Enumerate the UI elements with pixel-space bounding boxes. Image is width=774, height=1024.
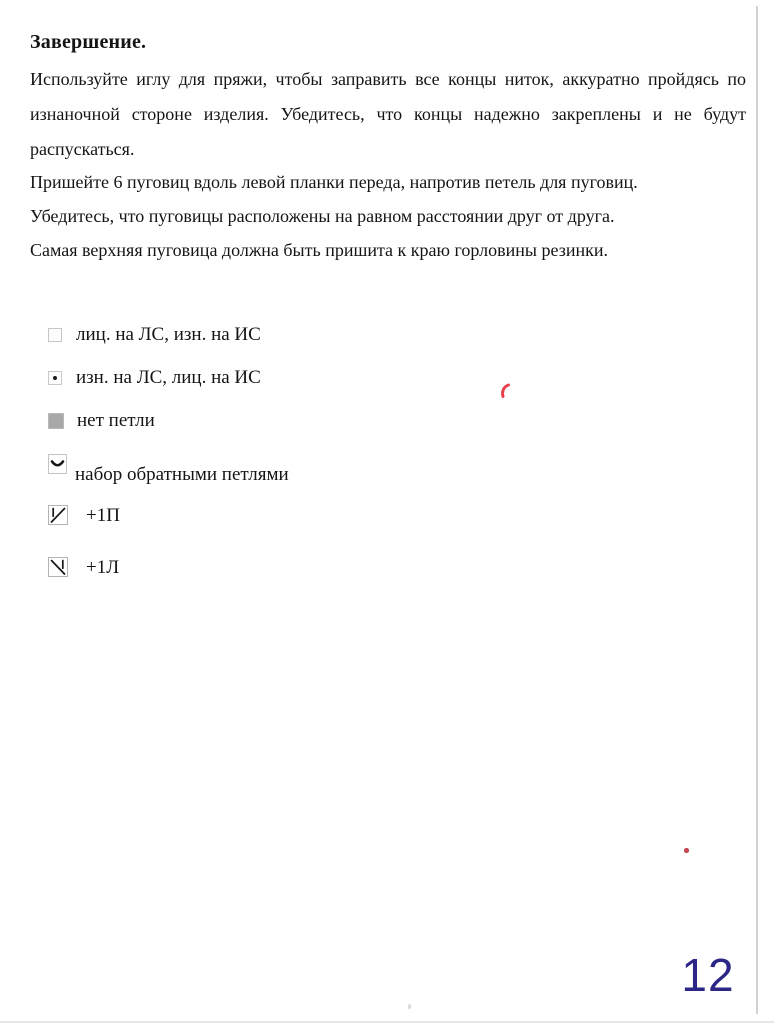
legend-label: набор обратными петлями — [75, 464, 289, 485]
knit-empty-square-icon — [48, 328, 62, 342]
increase-right-square-icon — [48, 505, 68, 525]
legend-item-increase-left — [48, 555, 119, 579]
legend-item-cast-on — [48, 452, 289, 486]
section-title: Завершение. — [30, 31, 147, 53]
scan-speck — [408, 1004, 411, 1009]
paragraph-line-4: Пришейте 6 пуговиц вдоль левой планки переда, напротив петель для пуговиц. — [30, 172, 638, 192]
legend-item-no-stitch — [48, 410, 155, 432]
legend-label: +1Л — [86, 557, 120, 578]
purl-dot-square-icon — [48, 371, 62, 385]
legend-item-purl — [48, 367, 261, 389]
paragraph-line-5: Убедитесь, что пуговицы расположены на равном расстоянии друг от друга. — [30, 206, 615, 226]
red-pen-arc-mark — [498, 383, 513, 405]
paragraph-line-2: изнаночной стороне изделия. Убедитесь, что концы надежно закреплены и не будут — [30, 104, 746, 124]
page-edge-bottom-line — [0, 1021, 774, 1023]
increase-left-square-icon — [48, 557, 68, 577]
paragraph-line-1: Используйте иглу для пряжи, чтобы заправить все концы ниток, аккуратно пройдясь по — [30, 69, 746, 89]
legend-item-knit — [48, 324, 261, 346]
no-stitch-gray-square-icon — [48, 413, 64, 429]
page-number: 12 — [681, 949, 735, 1001]
legend-label: изн. на ЛС, лиц. на ИС — [76, 367, 261, 388]
page-edge-right-line — [756, 6, 758, 1014]
paragraph-line-6: Самая верхняя пуговица должна быть пришита к краю горловины резинки. — [30, 240, 608, 260]
legend-label: +1П — [86, 505, 120, 526]
legend-label: нет петли — [77, 410, 155, 431]
cast-on-loop-square-icon — [48, 454, 67, 474]
paragraph-line-3: распускаться. — [30, 139, 135, 159]
legend-item-increase-right — [48, 503, 120, 527]
red-pen-dot-mark — [684, 848, 689, 853]
legend-label: лиц. на ЛС, изн. на ИС — [76, 324, 261, 345]
